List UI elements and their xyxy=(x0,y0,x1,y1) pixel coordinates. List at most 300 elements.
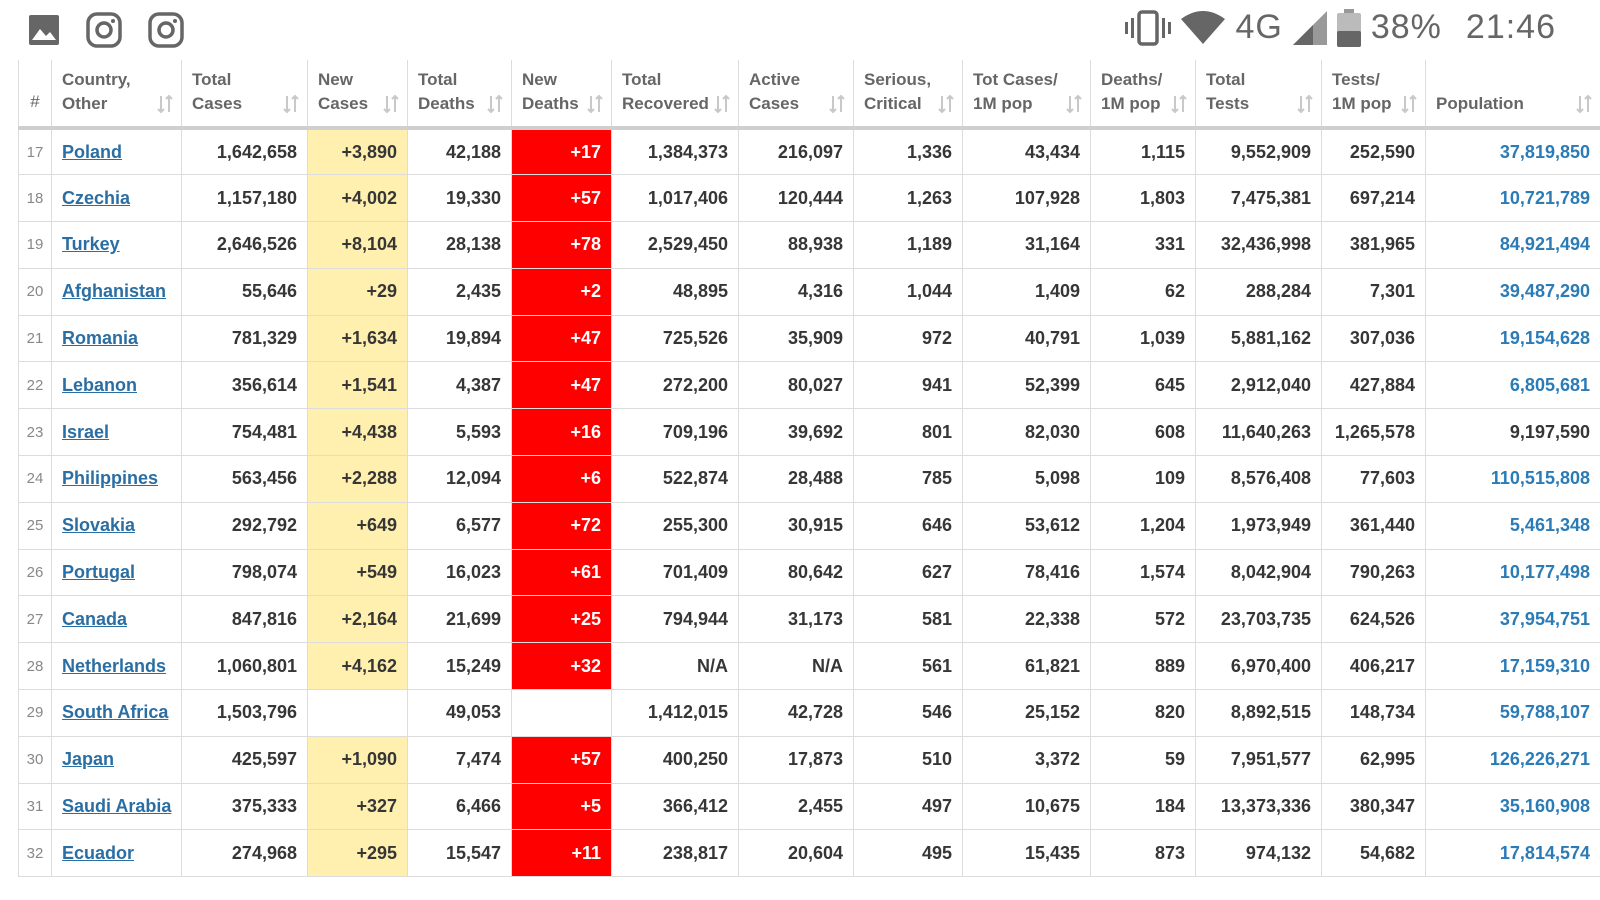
cell-tests-per-1m: 1,265,578 xyxy=(1322,409,1426,456)
sort-icon[interactable] xyxy=(829,94,845,114)
cell-total-deaths: 5,593 xyxy=(408,409,512,456)
cell-serious-critical: 1,189 xyxy=(854,222,963,269)
cell-new-deaths: +61 xyxy=(512,549,612,596)
cell-country xyxy=(52,830,182,877)
cell-population[interactable]: 37,954,751 xyxy=(1426,596,1600,643)
column-header-label: Active Cases xyxy=(749,70,801,113)
sort-icon[interactable] xyxy=(1576,94,1592,114)
cell-new-deaths: +5 xyxy=(512,783,612,830)
cell-cases-per-1m: 43,434 xyxy=(963,128,1091,175)
cell-cases-per-1m: 15,435 xyxy=(963,830,1091,877)
column-header-label: Serious, Critical xyxy=(864,70,932,113)
cell-active-cases: 31,173 xyxy=(739,596,854,643)
cell-total-deaths: 15,547 xyxy=(408,830,512,877)
cell-population[interactable]: 5,461,348 xyxy=(1426,502,1600,549)
cell-deaths-per-1m: 331 xyxy=(1091,222,1196,269)
column-header-total-cases[interactable] xyxy=(182,60,308,128)
column-header-total-deaths[interactable] xyxy=(408,60,512,128)
cell-deaths-per-1m: 873 xyxy=(1091,830,1196,877)
cell-deaths-per-1m: 1,574 xyxy=(1091,549,1196,596)
cell-deaths-per-1m: 109 xyxy=(1091,456,1196,503)
cell-total-cases: 1,157,180 xyxy=(182,175,308,222)
cell-total-tests: 5,881,162 xyxy=(1196,315,1322,362)
cell-new-deaths: +78 xyxy=(512,222,612,269)
column-header-population[interactable] xyxy=(1426,60,1600,128)
cell-cases-per-1m: 25,152 xyxy=(963,690,1091,737)
cell-country xyxy=(52,409,182,456)
cell-population[interactable]: 126,226,271 xyxy=(1426,736,1600,783)
cell-rank: 27 xyxy=(19,596,52,643)
cell-total-deaths: 19,894 xyxy=(408,315,512,362)
cell-active-cases: 20,604 xyxy=(739,830,854,877)
cell-total-tests: 11,640,263 xyxy=(1196,409,1322,456)
cell-new-cases: +3,890 xyxy=(308,128,408,175)
column-header-label: New Deaths xyxy=(522,70,579,113)
cell-rank: 24 xyxy=(19,456,52,503)
cell-total-cases: 754,481 xyxy=(182,409,308,456)
cell-cases-per-1m: 22,338 xyxy=(963,596,1091,643)
cell-tests-per-1m: 54,682 xyxy=(1322,830,1426,877)
table-row xyxy=(19,409,1600,456)
cell-total-deaths: 12,094 xyxy=(408,456,512,503)
cell-total-deaths: 2,435 xyxy=(408,268,512,315)
cell-new-cases: +1,634 xyxy=(308,315,408,362)
column-header-label: New Cases xyxy=(318,70,369,113)
table-row xyxy=(19,690,1600,737)
network-type: 4G xyxy=(1235,8,1283,46)
cell-active-cases: N/A xyxy=(739,643,854,690)
cell-total-deaths: 19,330 xyxy=(408,175,512,222)
cell-new-deaths: +57 xyxy=(512,736,612,783)
sort-icon[interactable] xyxy=(587,94,603,114)
cell-total-cases: 2,646,526 xyxy=(182,222,308,269)
instagram-icon xyxy=(86,12,122,48)
country-link[interactable]: Canada xyxy=(62,608,128,629)
table-row xyxy=(19,596,1600,643)
table-row xyxy=(19,268,1600,315)
table-row xyxy=(19,362,1600,409)
cell-new-deaths: +16 xyxy=(512,409,612,456)
cell-tests-per-1m: 624,526 xyxy=(1322,596,1426,643)
cell-total-cases: 356,614 xyxy=(182,362,308,409)
cell-rank: 21 xyxy=(19,315,52,362)
country-link[interactable]: Philippines xyxy=(62,468,159,489)
column-header-label: Population xyxy=(1436,94,1524,113)
cell-active-cases: 17,873 xyxy=(739,736,854,783)
country-link[interactable]: Romania xyxy=(62,328,139,349)
cell-total-cases: 55,646 xyxy=(182,268,308,315)
cell-new-deaths: +57 xyxy=(512,175,612,222)
gallery-icon xyxy=(28,14,60,46)
cell-active-cases: 35,909 xyxy=(739,315,854,362)
cell-new-cases: +295 xyxy=(308,830,408,877)
cell-total-recovered: 272,200 xyxy=(612,362,739,409)
column-header-label: Total Tests xyxy=(1206,70,1250,113)
cell-total-tests: 8,576,408 xyxy=(1196,456,1322,503)
column-header-new-cases[interactable] xyxy=(308,60,408,128)
cell-rank: 26 xyxy=(19,549,52,596)
cell-new-deaths: +72 xyxy=(512,502,612,549)
cell-country xyxy=(52,315,182,362)
cell-country xyxy=(52,549,182,596)
sort-icon[interactable] xyxy=(1066,94,1082,114)
cell-country xyxy=(52,596,182,643)
column-header-rank[interactable] xyxy=(19,60,52,128)
cell-serious-critical: 941 xyxy=(854,362,963,409)
cell-active-cases: 2,455 xyxy=(739,783,854,830)
cell-country xyxy=(52,690,182,737)
cell-deaths-per-1m: 1,039 xyxy=(1091,315,1196,362)
column-header-new-deaths[interactable] xyxy=(512,60,612,128)
cell-serious-critical: 785 xyxy=(854,456,963,503)
column-header-label: Tests/ 1M pop xyxy=(1332,70,1392,113)
cell-country xyxy=(52,175,182,222)
cell-total-recovered: 1,017,406 xyxy=(612,175,739,222)
cell-rank: 25 xyxy=(19,502,52,549)
cell-country xyxy=(52,643,182,690)
table-row xyxy=(19,456,1600,503)
cell-total-cases: 375,333 xyxy=(182,783,308,830)
sort-icon[interactable] xyxy=(938,94,954,114)
cell-population[interactable]: 35,160,908 xyxy=(1426,783,1600,830)
cell-serious-critical: 1,263 xyxy=(854,175,963,222)
cell-country xyxy=(52,222,182,269)
cell-active-cases: 28,488 xyxy=(739,456,854,503)
cell-total-cases: 781,329 xyxy=(182,315,308,362)
country-link[interactable]: Lebanon xyxy=(62,374,137,395)
cell-deaths-per-1m: 1,803 xyxy=(1091,175,1196,222)
column-header-country[interactable] xyxy=(52,60,182,128)
cell-total-cases: 1,503,796 xyxy=(182,690,308,737)
table-body xyxy=(19,128,1600,877)
cell-total-deaths: 7,474 xyxy=(408,736,512,783)
cell-tests-per-1m: 380,347 xyxy=(1322,783,1426,830)
table-row xyxy=(19,315,1600,362)
cell-tests-per-1m: 361,440 xyxy=(1322,502,1426,549)
table-row xyxy=(19,222,1600,269)
cell-country xyxy=(52,783,182,830)
cell-country xyxy=(52,736,182,783)
country-link[interactable]: Portugal xyxy=(62,562,136,583)
cell-total-cases: 798,074 xyxy=(182,549,308,596)
cell-total-deaths: 4,387 xyxy=(408,362,512,409)
country-link[interactable]: Afghanistan xyxy=(62,281,167,302)
cell-new-cases: +29 xyxy=(308,268,408,315)
cell-serious-critical: 546 xyxy=(854,690,963,737)
country-link[interactable]: Poland xyxy=(62,141,123,162)
table-row xyxy=(19,643,1600,690)
instagram-icon xyxy=(148,12,184,48)
cell-total-deaths: 6,466 xyxy=(408,783,512,830)
cell-tests-per-1m: 77,603 xyxy=(1322,456,1426,503)
cell-cases-per-1m: 61,821 xyxy=(963,643,1091,690)
cell-tests-per-1m: 307,036 xyxy=(1322,315,1426,362)
cell-total-recovered: 1,412,015 xyxy=(612,690,739,737)
column-header-active-cases[interactable] xyxy=(739,60,854,128)
table-row xyxy=(19,549,1600,596)
cell-total-cases: 292,792 xyxy=(182,502,308,549)
sort-icon[interactable] xyxy=(714,94,730,114)
cell-cases-per-1m: 10,675 xyxy=(963,783,1091,830)
cell-population[interactable]: 17,159,310 xyxy=(1426,643,1600,690)
cell-deaths-per-1m: 889 xyxy=(1091,643,1196,690)
clock: 21:46 xyxy=(1465,8,1556,46)
status-bar xyxy=(0,0,1600,60)
cell-total-tests: 288,284 xyxy=(1196,268,1322,315)
cell-serious-critical: 646 xyxy=(854,502,963,549)
sort-icon[interactable] xyxy=(1401,94,1417,114)
cell-total-recovered: 366,412 xyxy=(612,783,739,830)
cell-cases-per-1m: 53,612 xyxy=(963,502,1091,549)
table-row xyxy=(19,830,1600,877)
cell-total-cases: 847,816 xyxy=(182,596,308,643)
sort-icon[interactable] xyxy=(487,94,503,114)
cell-rank: 31 xyxy=(19,783,52,830)
cell-total-tests: 7,475,381 xyxy=(1196,175,1322,222)
country-link[interactable]: Ecuador xyxy=(62,842,135,863)
cell-population[interactable]: 59,788,107 xyxy=(1426,690,1600,737)
cell-total-tests: 8,892,515 xyxy=(1196,690,1322,737)
cell-total-cases: 1,060,801 xyxy=(182,643,308,690)
sort-icon[interactable] xyxy=(1297,94,1313,114)
cell-total-recovered: 255,300 xyxy=(612,502,739,549)
column-header-label: Total Recovered xyxy=(622,70,709,113)
cell-new-deaths xyxy=(512,690,612,737)
cell-population[interactable]: 37,819,850 xyxy=(1426,128,1600,175)
country-link[interactable]: Saudi Arabia xyxy=(62,796,172,817)
cell-total-recovered: 794,944 xyxy=(612,596,739,643)
cell-total-recovered: 725,526 xyxy=(612,315,739,362)
cell-cases-per-1m: 82,030 xyxy=(963,409,1091,456)
cell-new-deaths: +32 xyxy=(512,643,612,690)
cell-new-cases: +8,104 xyxy=(308,222,408,269)
column-header-label: Deaths/ 1M pop xyxy=(1101,70,1163,113)
cell-rank: 32 xyxy=(19,830,52,877)
cell-country xyxy=(52,502,182,549)
cell-total-recovered: 701,409 xyxy=(612,549,739,596)
cell-new-cases: +327 xyxy=(308,783,408,830)
column-header-cases-per-1m[interactable] xyxy=(963,60,1091,128)
country-link[interactable]: Slovakia xyxy=(62,515,136,536)
cell-serious-critical: 510 xyxy=(854,736,963,783)
cell-total-tests: 32,436,998 xyxy=(1196,222,1322,269)
column-header-total-recovered[interactable] xyxy=(612,60,739,128)
cell-total-deaths: 16,023 xyxy=(408,549,512,596)
table-header-row xyxy=(19,60,1600,128)
cell-new-deaths: +47 xyxy=(512,315,612,362)
cell-population[interactable]: 19,154,628 xyxy=(1426,315,1600,362)
cell-serious-critical: 581 xyxy=(854,596,963,643)
sort-icon[interactable] xyxy=(1171,94,1187,114)
cell-country xyxy=(52,456,182,503)
cell-new-cases: +2,288 xyxy=(308,456,408,503)
cell-active-cases: 80,027 xyxy=(739,362,854,409)
vibrate-icon xyxy=(1125,10,1171,46)
cell-deaths-per-1m: 184 xyxy=(1091,783,1196,830)
cell-total-recovered: 1,384,373 xyxy=(612,128,739,175)
cell-active-cases: 4,316 xyxy=(739,268,854,315)
cell-total-deaths: 28,138 xyxy=(408,222,512,269)
cell-total-tests: 1,973,949 xyxy=(1196,502,1322,549)
cell-active-cases: 80,642 xyxy=(739,549,854,596)
cell-rank: 18 xyxy=(19,175,52,222)
cell-active-cases: 42,728 xyxy=(739,690,854,737)
cell-population: 9,197,590 xyxy=(1426,409,1600,456)
cell-deaths-per-1m: 1,204 xyxy=(1091,502,1196,549)
sort-icon[interactable] xyxy=(383,94,399,114)
cell-new-cases: +549 xyxy=(308,549,408,596)
cell-population[interactable]: 10,721,789 xyxy=(1426,175,1600,222)
wifi-icon xyxy=(1181,11,1225,45)
cell-active-cases: 88,938 xyxy=(739,222,854,269)
cell-tests-per-1m: 62,995 xyxy=(1322,736,1426,783)
cell-rank: 17 xyxy=(19,128,52,175)
cell-cases-per-1m: 52,399 xyxy=(963,362,1091,409)
battery-icon xyxy=(1337,9,1361,47)
cell-population[interactable]: 10,177,498 xyxy=(1426,549,1600,596)
cell-total-recovered: 2,529,450 xyxy=(612,222,739,269)
cell-serious-critical: 801 xyxy=(854,409,963,456)
cell-active-cases: 30,915 xyxy=(739,502,854,549)
cell-deaths-per-1m: 62 xyxy=(1091,268,1196,315)
cell-total-deaths: 21,699 xyxy=(408,596,512,643)
cell-cases-per-1m: 1,409 xyxy=(963,268,1091,315)
cell-total-recovered: 48,895 xyxy=(612,268,739,315)
column-header-total-tests[interactable] xyxy=(1196,60,1322,128)
cell-new-deaths: +17 xyxy=(512,128,612,175)
cell-rank: 20 xyxy=(19,268,52,315)
sort-icon[interactable] xyxy=(283,94,299,114)
cell-serious-critical: 561 xyxy=(854,643,963,690)
cell-total-recovered: 709,196 xyxy=(612,409,739,456)
covid-stats-table xyxy=(18,60,1600,900)
country-link[interactable]: Japan xyxy=(62,749,115,770)
cell-cases-per-1m: 3,372 xyxy=(963,736,1091,783)
cell-new-cases: +1,090 xyxy=(308,736,408,783)
cell-deaths-per-1m: 608 xyxy=(1091,409,1196,456)
cell-serious-critical: 495 xyxy=(854,830,963,877)
cell-population[interactable]: 84,921,494 xyxy=(1426,222,1600,269)
cell-new-deaths: +6 xyxy=(512,456,612,503)
cell-new-cases: +2,164 xyxy=(308,596,408,643)
cell-serious-critical: 972 xyxy=(854,315,963,362)
cell-new-cases xyxy=(308,690,408,737)
cell-total-tests: 23,703,735 xyxy=(1196,596,1322,643)
country-link[interactable]: Netherlands xyxy=(62,655,167,676)
cell-tests-per-1m: 697,214 xyxy=(1322,175,1426,222)
cell-total-cases: 274,968 xyxy=(182,830,308,877)
cell-new-deaths: +25 xyxy=(512,596,612,643)
cell-cases-per-1m: 78,416 xyxy=(963,549,1091,596)
cell-cases-per-1m: 5,098 xyxy=(963,456,1091,503)
cell-rank: 30 xyxy=(19,736,52,783)
cell-deaths-per-1m: 59 xyxy=(1091,736,1196,783)
column-header-deaths-per-1m[interactable] xyxy=(1091,60,1196,128)
cell-tests-per-1m: 252,590 xyxy=(1322,128,1426,175)
column-header-serious-critical[interactable] xyxy=(854,60,963,128)
cell-deaths-per-1m: 572 xyxy=(1091,596,1196,643)
cell-cases-per-1m: 107,928 xyxy=(963,175,1091,222)
cell-rank: 23 xyxy=(19,409,52,456)
cell-tests-per-1m: 7,301 xyxy=(1322,268,1426,315)
cell-new-deaths: +2 xyxy=(512,268,612,315)
cell-rank: 22 xyxy=(19,362,52,409)
battery-level: 38% xyxy=(1370,8,1442,46)
cell-total-tests: 13,373,336 xyxy=(1196,783,1322,830)
country-link[interactable]: Czechia xyxy=(62,187,131,208)
table-row xyxy=(19,736,1600,783)
signal-icon xyxy=(1293,11,1327,45)
cell-total-deaths: 6,577 xyxy=(408,502,512,549)
cell-new-cases: +1,541 xyxy=(308,362,408,409)
cell-total-deaths: 49,053 xyxy=(408,690,512,737)
cell-total-recovered: 522,874 xyxy=(612,456,739,503)
country-link[interactable]: South Africa xyxy=(62,702,169,723)
cell-total-deaths: 15,249 xyxy=(408,643,512,690)
cell-active-cases: 120,444 xyxy=(739,175,854,222)
cell-serious-critical: 627 xyxy=(854,549,963,596)
cell-tests-per-1m: 427,884 xyxy=(1322,362,1426,409)
cell-serious-critical: 1,336 xyxy=(854,128,963,175)
cell-population[interactable]: 110,515,808 xyxy=(1426,456,1600,503)
table-row xyxy=(19,783,1600,830)
cell-new-cases: +4,438 xyxy=(308,409,408,456)
cell-country xyxy=(52,268,182,315)
sort-icon[interactable] xyxy=(157,94,173,114)
cell-serious-critical: 497 xyxy=(854,783,963,830)
cell-total-cases: 425,597 xyxy=(182,736,308,783)
cell-population[interactable]: 17,814,574 xyxy=(1426,830,1600,877)
cell-new-cases: +4,002 xyxy=(308,175,408,222)
cell-total-tests: 8,042,904 xyxy=(1196,549,1322,596)
cell-active-cases: 39,692 xyxy=(739,409,854,456)
cell-new-deaths: +47 xyxy=(512,362,612,409)
cell-tests-per-1m: 148,734 xyxy=(1322,690,1426,737)
table-row xyxy=(19,502,1600,549)
cell-rank: 28 xyxy=(19,643,52,690)
cell-cases-per-1m: 40,791 xyxy=(963,315,1091,362)
cell-population[interactable]: 39,487,290 xyxy=(1426,268,1600,315)
cell-total-tests: 6,970,400 xyxy=(1196,643,1322,690)
country-link[interactable]: Turkey xyxy=(62,234,120,255)
table-row xyxy=(19,128,1600,175)
cell-new-cases: +4,162 xyxy=(308,643,408,690)
cell-country xyxy=(52,128,182,175)
cell-country xyxy=(52,362,182,409)
cell-total-recovered: 400,250 xyxy=(612,736,739,783)
cell-total-cases: 1,642,658 xyxy=(182,128,308,175)
cell-tests-per-1m: 790,263 xyxy=(1322,549,1426,596)
column-header-label: Tot Cases/ 1M pop xyxy=(973,70,1058,113)
cell-active-cases: 216,097 xyxy=(739,128,854,175)
country-link[interactable]: Israel xyxy=(62,421,110,442)
column-header-tests-per-1m[interactable] xyxy=(1322,60,1426,128)
cell-population[interactable]: 6,805,681 xyxy=(1426,362,1600,409)
cell-total-tests: 7,951,577 xyxy=(1196,736,1322,783)
cell-new-deaths: +11 xyxy=(512,830,612,877)
cell-tests-per-1m: 381,965 xyxy=(1322,222,1426,269)
cell-tests-per-1m: 406,217 xyxy=(1322,643,1426,690)
column-header-label: Total Cases xyxy=(192,70,243,113)
cell-total-recovered: 238,817 xyxy=(612,830,739,877)
cell-total-recovered: N/A xyxy=(612,643,739,690)
cell-total-deaths: 42,188 xyxy=(408,128,512,175)
column-header-label: Total Deaths xyxy=(418,70,475,113)
cell-cases-per-1m: 31,164 xyxy=(963,222,1091,269)
cell-deaths-per-1m: 645 xyxy=(1091,362,1196,409)
cell-total-tests: 9,552,909 xyxy=(1196,128,1322,175)
cell-total-tests: 974,132 xyxy=(1196,830,1322,877)
